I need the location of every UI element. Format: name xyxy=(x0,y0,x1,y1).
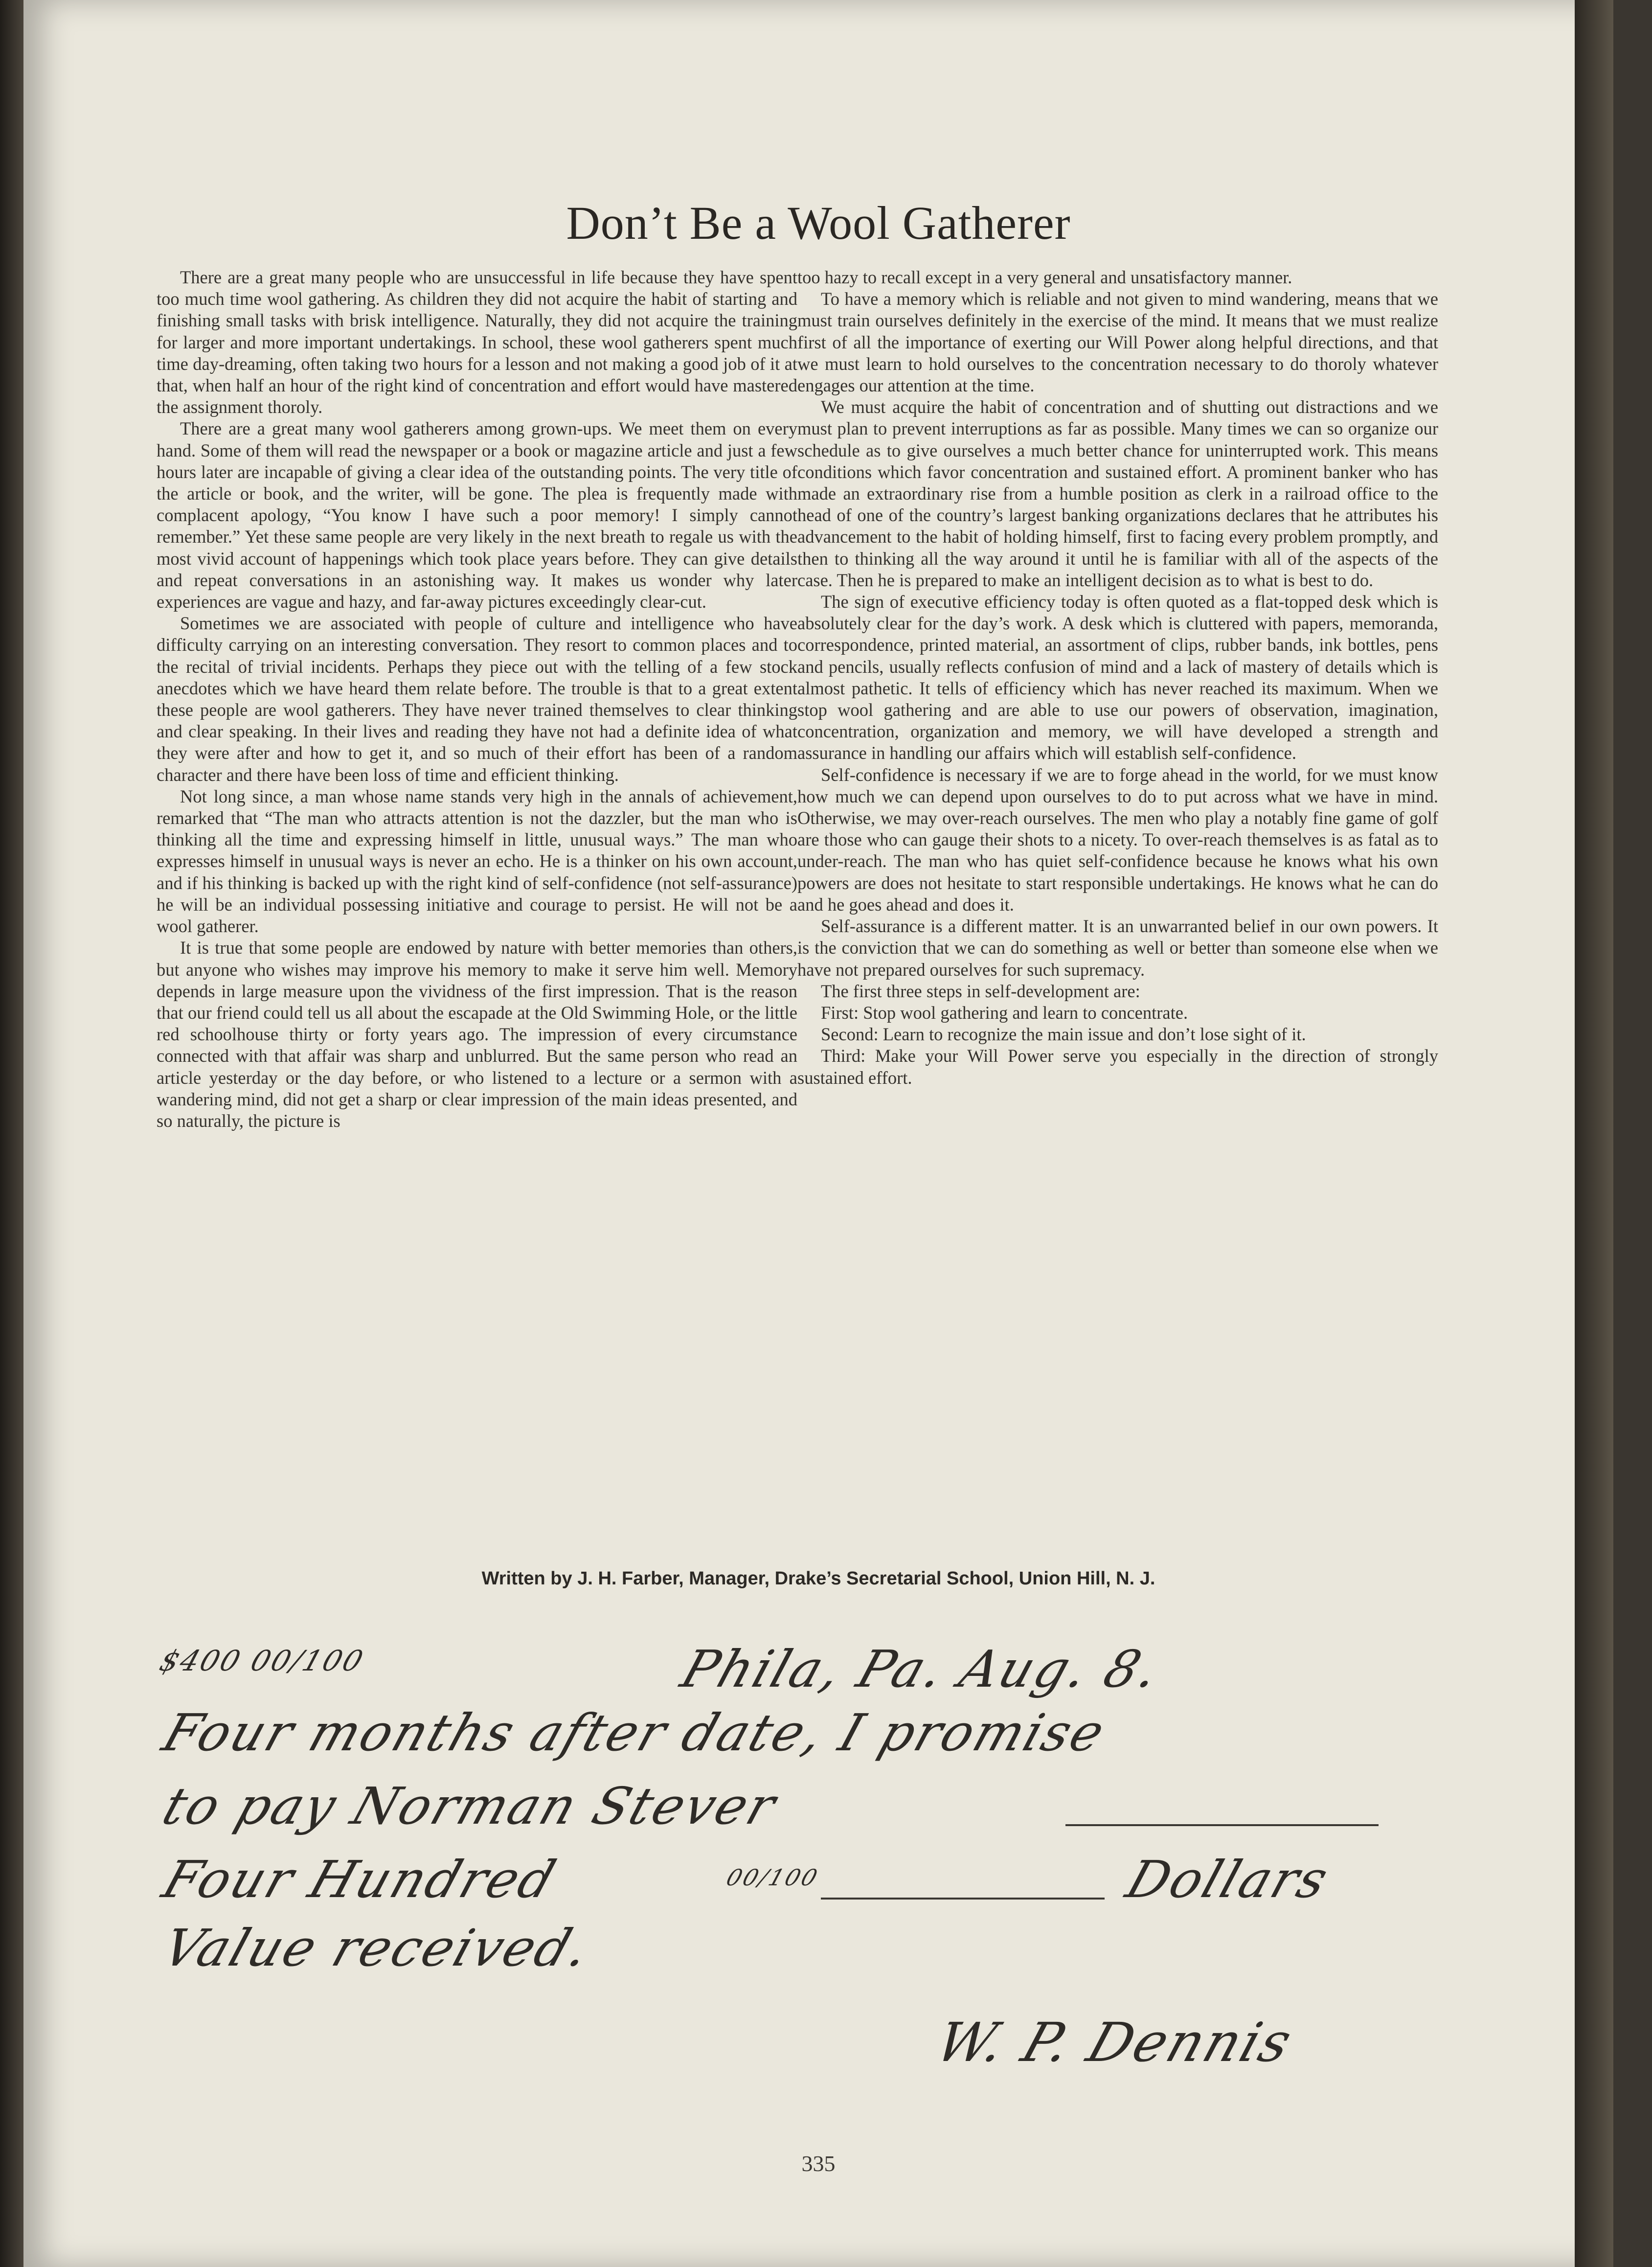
book-binding xyxy=(0,0,23,2267)
note-signature: W. P. Dennis xyxy=(928,2011,1301,2074)
note-line-3-fraction: 00/100 xyxy=(723,1864,823,1891)
paragraph: Second: Learn to recognize the main issue and don’t lose sight of it. xyxy=(821,1024,1306,1045)
note-amount-line xyxy=(821,1898,1105,1900)
article-title: Don’t Be a Wool Gatherer xyxy=(566,197,1071,249)
paragraph: There are a great many people who are unsuccessful in life because they have spent too much time wool gathering. As children they did not acquire the habit of starting and finishing small tasks with brisk intelligence. Naturally, they did not acquire the training for larger and more important undertakings. In school, these wool gatherers spent much time day-dreaming, often taking two hours for a lesson and not making a good job of it at that, when half an hour of the right kind of concentration and effort would have mastered the assignment thoroly. xyxy=(157,267,797,417)
right-column xyxy=(797,267,1438,1089)
book-page xyxy=(23,0,1613,2267)
paragraph: There are a great many wool gatherers among grown-ups. We meet them on every hand. Some of them will read the newspaper or a book or magazine article and just a few hours later are incapable of giving a clear idea of the outstanding points. The very title of the article or book, and the writer, will be gone. The plea is frequently made with complacent apology, “You know I have such a poor memory! I simply cannot remember.” Yet these same people are very likely in the next breath to regale us with the most vivid account of happenings which took place years before. They can give details and repeat conversations in an astonishing way. It makes us wonder why later experiences are vague and hazy, and far-away pictures exceedingly clear-cut. xyxy=(157,418,797,612)
page-number: 335 xyxy=(801,2151,836,2176)
note-line-3-words: Four Hundred xyxy=(156,1850,565,1909)
paragraph: Self-confidence is necessary if we are to forge ahead in the world, for we must know how much we can depend upon ourselves to do to put across what we have in mind. Otherwise, we may over-reach ourselves. The men who play a notably fine game of golf are those who can gauge their shots to a nicety. To over-reach themselves is as fatal as to under-reach. The man who has quiet self-confidence because he knows what his own powers are does not hesitate to start responsible undertakings. He knows what he can do and he goes ahead and does it. xyxy=(797,764,1438,915)
paragraph: The first three steps in self-development are: xyxy=(821,981,1140,1001)
paragraph: Self-assurance is a different matter. It is an unwarranted belief in our own powers. It is the conviction that we can do something as well or better than someone else when we have not prepared ourselves for such supremacy. xyxy=(797,916,1438,980)
paragraph: To have a memory which is reliable and not given to mind wandering, means that we must train ourselves definitely in the exercise of the mind. It means that we must realize first of all the importance of exerting our Will Power along helpful directions, and that we must learn to hold ourselves to the concentration necessary to do thoroly whatever engages our attention at the time. xyxy=(797,289,1438,396)
left-column xyxy=(157,267,797,1132)
paragraph: The sign of executive efficiency today is often quoted as a flat-topped desk which is absolutely clear for the day’s work. A desk which is cluttered with papers, memoranda, correspondence, printed material, an assortment of clips, rubber bands, ink bottles, pens and pencils, usually reflects confusion of mind and a lack of mastery of details which is almost pathetic. It tells of efficiency which has never reached its maximum. When we stop wool gathering and are able to use our powers of observation, imagination, concentration, organization and memory, we will have developed a strength and assurance in handling our affairs which will establish self-confidence. xyxy=(797,592,1438,763)
promissory-note-specimen xyxy=(23,1629,1613,2119)
paragraph: Not long since, a man whose name stands very high in the annals of achievement, remarked that “The man who attracts attention is not the dazzler, but the man who is thinking all the time and expressing himself in little, unusual ways.” The man who expresses himself in unusual ways is never an echo. He is a thinker on his own account, and if his thinking is backed up with the right kind of self-confidence (not self-assurance) he will be an individual possessing initiative and courage to persist. He will not be a wool gatherer. xyxy=(157,786,797,937)
note-amount: $400 00/100 xyxy=(156,1644,369,1677)
paragraph: We must acquire the habit of concentration and of shutting out distractions and we must plan to prevent interruptions as far as possible. Many times we can so organize our schedule as to give ourselves a much better chance for uninterrupted work. This means conditions which favor concentration and sustained effort. A prominent banker who has made an extraordinary rise from a humble position as clerk in a railroad office to the head of one of the country’s largest banking organizations declares that he attributes his advancement to the habit of holding himself, first to facing every problem promptly, and then to thinking all the way around it until he is familiar with all of the aspects of the case. Then he is prepared to make an intelligent decision as to what is best to do. xyxy=(797,397,1438,590)
note-line-1: Four months after date, I promise xyxy=(156,1703,1114,1763)
paragraph: It is true that some people are endowed by nature with better memories than others, but anyone who wishes may improve his memory to make it serve him well. Memory depends in large measure upon the vividness of the first impression. That is the reason that our friend could tell us all about the escapade at the Old Swimming Hole, or the little red schoolhouse thirty or forty years ago. The impression of every circumstance connected with that affair was sharp and unblurred. But the same person who read an article yesterday or the day before, or who listened to a lecture or a sermon with a wandering mind, did not get a sharp or clear impression of the main ideas presented, and so naturally, the picture is xyxy=(157,938,797,1131)
paragraph: Sometimes we are associated with people of culture and intelligence who have difficulty carrying on an interesting conversation. They resort to common places and to the recital of trivial incidents. Perhaps they piece out with the telling of a few stock anecdotes which we have heard them relate before. The trouble is that to a great extent these people are wool gatherers. They have never trained themselves to clear thinking and clear speaking. In their lives and reading they have not had a definite idea of what they were after and how to get it, and so much of their effort has been of a random character and there have been loss of time and efficient thinking. xyxy=(157,613,797,785)
note-line-4: Value received. xyxy=(156,1918,599,1978)
note-line-3-currency: Dollars xyxy=(1119,1850,1337,1909)
note-line-2: to pay Norman Stever xyxy=(156,1776,785,1836)
paragraph: First: Stop wool gathering and learn to concentrate. xyxy=(821,1002,1188,1023)
note-place-date: Phila, Pa. Aug. 8. xyxy=(674,1639,1169,1699)
note-blank-line xyxy=(1065,1824,1379,1826)
article-byline: Written by J. H. Farber, Manager, Drake’s Secretarial School, Union Hill, N. J. xyxy=(481,1568,1155,1589)
paragraph: Third: Make your Will Power serve you especially in the direction of strongly sustained effort. xyxy=(797,1046,1438,1088)
paragraph: too hazy to recall except in a very general and unsatisfactory manner. xyxy=(797,267,1292,287)
